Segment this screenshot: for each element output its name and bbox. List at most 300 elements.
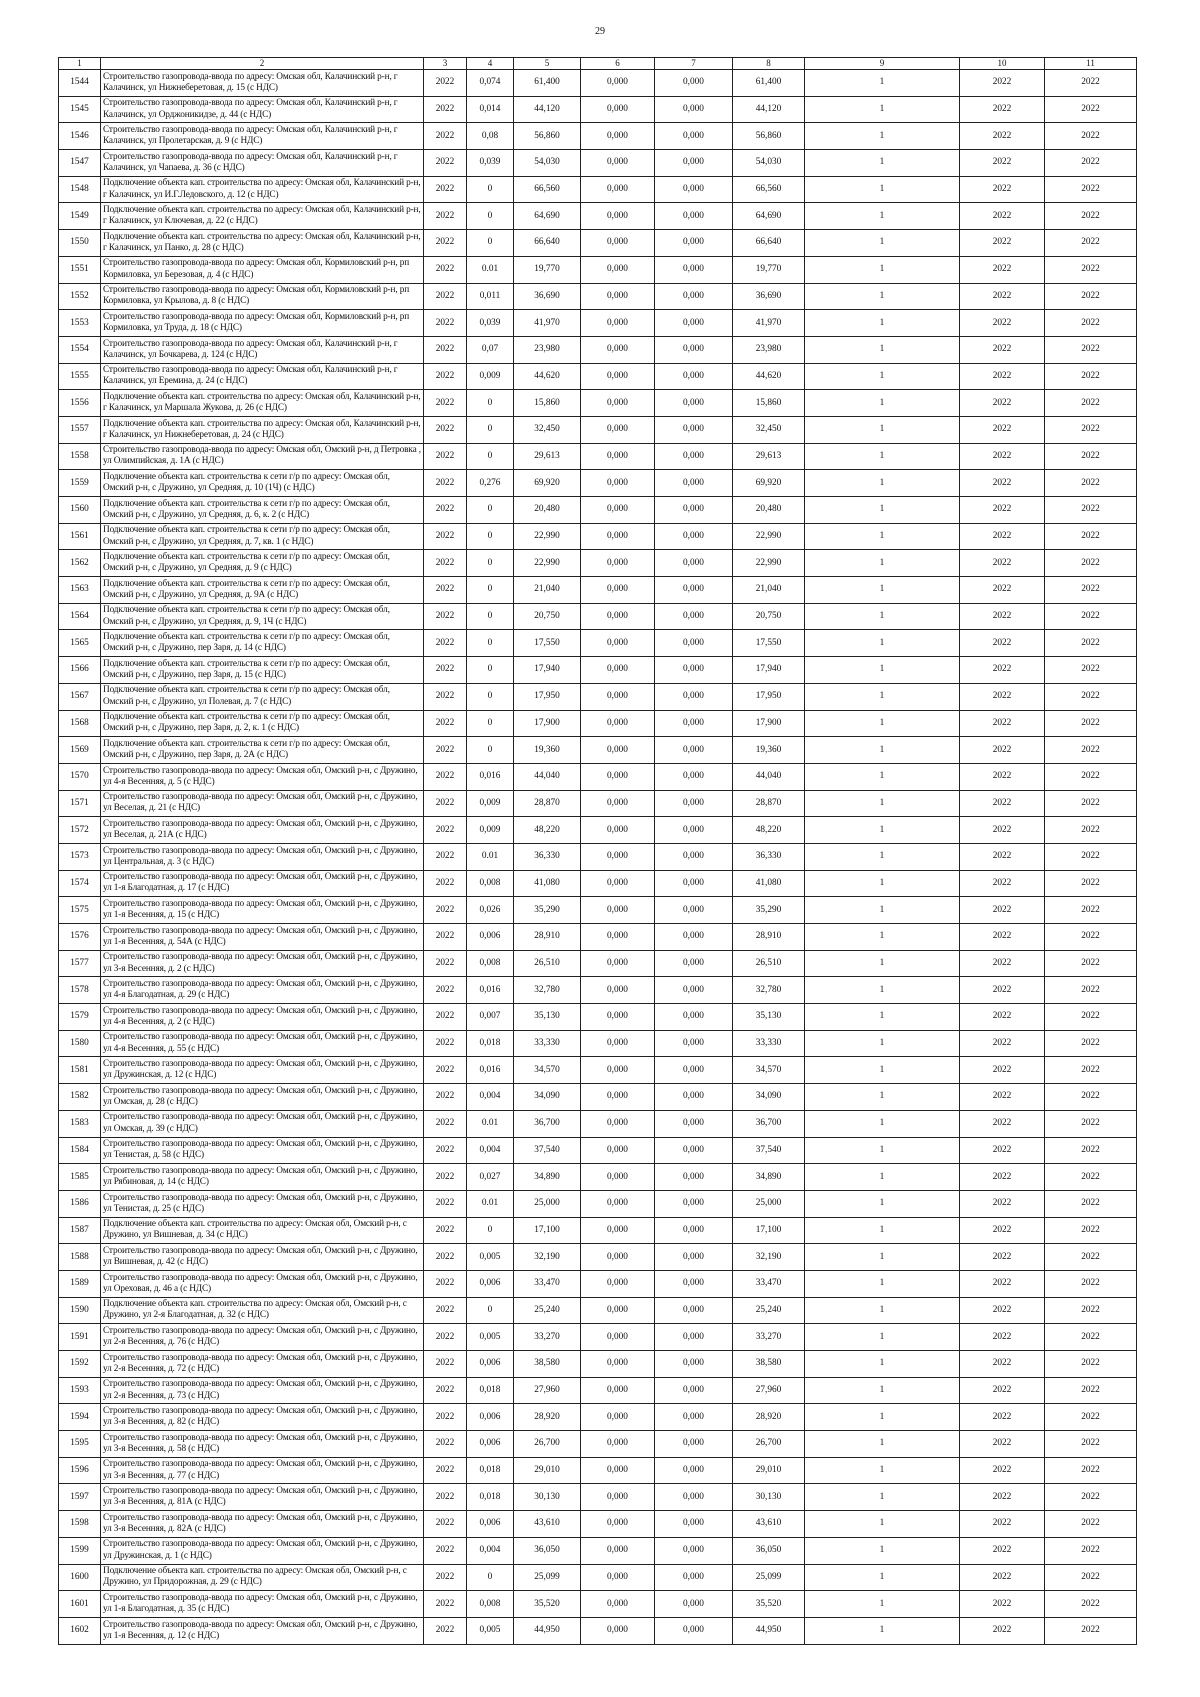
row-number-cell: 1558 (59, 443, 101, 470)
description-cell: Строительство газопровода-ввода по адресу: Омская обл, Омский р-н, с Дружино, ул Ореховая, д. 46 а (с НДС) (101, 1270, 424, 1297)
total-cell: 28,870 (733, 790, 805, 817)
count-cell: 1 (805, 630, 960, 657)
year-cell: 2022 (424, 1057, 467, 1084)
start-year-cell: 2022 (960, 1377, 1045, 1404)
start-year-cell: 2022 (960, 1004, 1045, 1031)
length-cell: 0,005 (467, 1324, 514, 1351)
year-cell: 2022 (424, 1164, 467, 1191)
start-year-cell: 2022 (960, 256, 1045, 283)
table-row (59, 790, 1137, 817)
value-cell: 0,000 (655, 683, 733, 710)
table-row (59, 817, 1137, 844)
value-cell: 0,000 (655, 1110, 733, 1137)
end-year-cell: 2022 (1045, 843, 1137, 870)
start-year-cell: 2022 (960, 550, 1045, 577)
table-row (59, 1324, 1137, 1351)
table-row (59, 283, 1137, 310)
start-year-cell: 2022 (960, 523, 1045, 550)
count-cell: 1 (805, 1457, 960, 1484)
value-cell: 0,000 (581, 1457, 655, 1484)
end-year-cell: 2022 (1045, 283, 1137, 310)
value-cell: 0,000 (581, 1324, 655, 1351)
description-cell: Строительство газопровода-ввода по адресу: Омская обл, Омский р-н, с Дружино, ул Веселая, д. 21А (с НДС) (101, 817, 424, 844)
length-cell: 0,018 (467, 1484, 514, 1511)
cost-cell: 26,510 (514, 950, 581, 977)
value-cell: 0,000 (655, 924, 733, 951)
description-cell: Подключение объекта кап. строительства по адресу: Омская обл, Калачинский р-н, г Калачинск, ул Нижнеберетовая, д. 24 (с НДС) (101, 416, 424, 443)
length-cell: 0,026 (467, 897, 514, 924)
start-year-cell: 2022 (960, 176, 1045, 203)
length-cell: 0 (467, 1217, 514, 1244)
end-year-cell: 2022 (1045, 1564, 1137, 1591)
description-cell: Строительство газопровода-ввода по адресу: Омская обл, Омский р-н, с Дружино, ул 4-я Благодатная, д. 29 (с НДС) (101, 977, 424, 1004)
table-row (59, 550, 1137, 577)
cost-cell: 32,780 (514, 977, 581, 1004)
end-year-cell: 2022 (1045, 1137, 1137, 1164)
year-cell: 2022 (424, 1564, 467, 1591)
count-cell: 1 (805, 977, 960, 1004)
value-cell: 0,000 (581, 763, 655, 790)
start-year-cell: 2022 (960, 363, 1045, 390)
total-cell: 28,920 (733, 1404, 805, 1431)
table-row (59, 1484, 1137, 1511)
table-row (59, 96, 1137, 123)
row-number-cell: 1585 (59, 1164, 101, 1191)
row-number-cell: 1556 (59, 390, 101, 417)
value-cell: 0,000 (581, 390, 655, 417)
cost-cell: 35,130 (514, 1004, 581, 1031)
description-cell: Строительство газопровода-ввода по адресу: Омская обл, Омский р-н, с Дружино, ул 1-я Благодатная, д. 17 (с НДС) (101, 870, 424, 897)
year-cell: 2022 (424, 523, 467, 550)
length-cell: 0.01 (467, 1110, 514, 1137)
length-cell: 0 (467, 523, 514, 550)
value-cell: 0,000 (655, 1217, 733, 1244)
cost-cell: 36,050 (514, 1537, 581, 1564)
value-cell: 0,000 (581, 1084, 655, 1111)
end-year-cell: 2022 (1045, 950, 1137, 977)
count-cell: 1 (805, 390, 960, 417)
description-cell: Подключение объекта кап. строительства по адресу: Омская обл, Омский р-н, с Дружино, ул Придорожная, д. 29 (с НДС) (101, 1564, 424, 1591)
value-cell: 0,000 (655, 897, 733, 924)
value-cell: 0,000 (655, 1511, 733, 1538)
year-cell: 2022 (424, 363, 467, 390)
value-cell: 0,000 (655, 1617, 733, 1644)
row-number-cell: 1564 (59, 603, 101, 630)
row-number-cell: 1560 (59, 497, 101, 524)
length-cell: 0 (467, 710, 514, 737)
end-year-cell: 2022 (1045, 657, 1137, 684)
value-cell: 0,000 (655, 1244, 733, 1271)
year-cell: 2022 (424, 950, 467, 977)
year-cell: 2022 (424, 870, 467, 897)
year-cell: 2022 (424, 1297, 467, 1324)
value-cell: 0,000 (655, 763, 733, 790)
description-cell: Строительство газопровода-ввода по адресу: Омская обл, Калачинский р-н, г Калачинск, ул Чапаева, д. 36 (с НДС) (101, 150, 424, 177)
year-cell: 2022 (424, 1110, 467, 1137)
description-cell: Подключение объекта кап. строительства по адресу: Омская обл, Калачинский р-н, г Калачинск, ул Ключевая, д. 22 (с НДС) (101, 203, 424, 230)
start-year-cell: 2022 (960, 1297, 1045, 1324)
description-cell: Строительство газопровода-ввода по адресу: Омская обл, Омский р-н, с Дружино, ул Дружинская, д. 1 (с НДС) (101, 1537, 424, 1564)
year-cell: 2022 (424, 1084, 467, 1111)
value-cell: 0,000 (581, 790, 655, 817)
cost-cell: 25,099 (514, 1564, 581, 1591)
row-number-cell: 1573 (59, 843, 101, 870)
description-cell: Строительство газопровода-ввода по адресу: Омская обл, Омский р-н, с Дружино, ул Вишневая, д. 42 (с НДС) (101, 1244, 424, 1271)
row-number-cell: 1555 (59, 363, 101, 390)
count-cell: 1 (805, 1057, 960, 1084)
count-cell: 1 (805, 1190, 960, 1217)
cost-cell: 34,570 (514, 1057, 581, 1084)
description-cell: Строительство газопровода-ввода по адресу: Омская обл, Калачинский р-н, г Калачинск, ул Пролетарская, д. 9 (с НДС) (101, 123, 424, 150)
row-number-cell: 1581 (59, 1057, 101, 1084)
year-cell: 2022 (424, 123, 467, 150)
end-year-cell: 2022 (1045, 1084, 1137, 1111)
length-cell: 0 (467, 630, 514, 657)
column-header: 8 (733, 58, 805, 70)
total-cell: 38,580 (733, 1351, 805, 1378)
length-cell: 0,006 (467, 1404, 514, 1431)
value-cell: 0,000 (581, 1270, 655, 1297)
count-cell: 1 (805, 1137, 960, 1164)
value-cell: 0,000 (581, 1297, 655, 1324)
table-row (59, 843, 1137, 870)
total-cell: 35,520 (733, 1591, 805, 1618)
cost-cell: 36,330 (514, 843, 581, 870)
value-cell: 0,000 (581, 1004, 655, 1031)
description-cell: Подключение объекта кап. строительства к сети г/р по адресу: Омская обл, Омский р-н, с Дружино, ул Средняя, д. 6, к. 2 (с НДС) (101, 497, 424, 524)
total-cell: 25,240 (733, 1297, 805, 1324)
description-cell: Строительство газопровода-ввода по адресу: Омская обл, Кормиловский р-н, рп Кормиловка, ул Труда, д. 18 (с НДС) (101, 310, 424, 337)
description-cell: Подключение объекта кап. строительства по адресу: Омская обл, Калачинский р-н, г Калачинск, ул И.Г.Ледовского, д. 12 (с НДС) (101, 176, 424, 203)
length-cell: 0 (467, 203, 514, 230)
count-cell: 1 (805, 123, 960, 150)
table-row (59, 497, 1137, 524)
length-cell: 0 (467, 176, 514, 203)
description-cell: Подключение объекта кап. строительства к сети г/р по адресу: Омская обл, Омский р-н, с Дружино, ул Полевая, д. 7 (с НДС) (101, 683, 424, 710)
end-year-cell: 2022 (1045, 1431, 1137, 1458)
value-cell: 0,000 (581, 203, 655, 230)
description-cell: Подключение объекта кап. строительства по адресу: Омская обл, Калачинский р-н, г Калачинск, ул Панко, д. 28 (с НДС) (101, 230, 424, 257)
start-year-cell: 2022 (960, 1617, 1045, 1644)
value-cell: 0,000 (581, 70, 655, 97)
table-row (59, 1591, 1137, 1618)
row-number-cell: 1576 (59, 924, 101, 951)
total-cell: 23,980 (733, 336, 805, 363)
value-cell: 0,000 (581, 1190, 655, 1217)
value-cell: 0,000 (581, 1217, 655, 1244)
count-cell: 1 (805, 1324, 960, 1351)
end-year-cell: 2022 (1045, 123, 1137, 150)
start-year-cell: 2022 (960, 710, 1045, 737)
count-cell: 1 (805, 363, 960, 390)
table-row (59, 977, 1137, 1004)
value-cell: 0,000 (655, 1297, 733, 1324)
value-cell: 0,000 (655, 1431, 733, 1458)
row-number-cell: 1593 (59, 1377, 101, 1404)
year-cell: 2022 (424, 310, 467, 337)
description-cell: Подключение объекта кап. строительства по адресу: Омская обл, Калачинский р-н, г Калачинск, ул Маршала Жукова, д. 26 (с НДС) (101, 390, 424, 417)
length-cell: 0,004 (467, 1137, 514, 1164)
total-cell: 22,990 (733, 523, 805, 550)
length-cell: 0,016 (467, 977, 514, 1004)
table-row (59, 70, 1137, 97)
column-number-row (59, 58, 1137, 70)
value-cell: 0,000 (655, 1457, 733, 1484)
start-year-cell: 2022 (960, 230, 1045, 257)
start-year-cell: 2022 (960, 1324, 1045, 1351)
total-cell: 15,860 (733, 390, 805, 417)
cost-cell: 22,990 (514, 523, 581, 550)
value-cell: 0,000 (581, 1404, 655, 1431)
value-cell: 0,000 (655, 1324, 733, 1351)
table-row (59, 577, 1137, 604)
end-year-cell: 2022 (1045, 1270, 1137, 1297)
end-year-cell: 2022 (1045, 817, 1137, 844)
count-cell: 1 (805, 470, 960, 497)
cost-cell: 17,940 (514, 657, 581, 684)
total-cell: 26,700 (733, 1431, 805, 1458)
row-number-cell: 1566 (59, 657, 101, 684)
total-cell: 29,613 (733, 443, 805, 470)
end-year-cell: 2022 (1045, 1004, 1137, 1031)
end-year-cell: 2022 (1045, 1404, 1137, 1431)
start-year-cell: 2022 (960, 630, 1045, 657)
table-row (59, 1377, 1137, 1404)
end-year-cell: 2022 (1045, 577, 1137, 604)
length-cell: 0,027 (467, 1164, 514, 1191)
cost-cell: 66,560 (514, 176, 581, 203)
total-cell: 20,750 (733, 603, 805, 630)
cost-cell: 35,520 (514, 1591, 581, 1618)
description-cell: Строительство газопровода-ввода по адресу: Омская обл, Омский р-н, с Дружино, ул Омская, д. 39 (с НДС) (101, 1110, 424, 1137)
row-number-cell: 1572 (59, 817, 101, 844)
value-cell: 0,000 (655, 1404, 733, 1431)
total-cell: 43,610 (733, 1511, 805, 1538)
count-cell: 1 (805, 443, 960, 470)
description-cell: Подключение объекта кап. строительства к сети г/р по адресу: Омская обл, Омский р-н, с Дружино, ул Средняя, д. 10 (1Ч) (с НДС) (101, 470, 424, 497)
value-cell: 0,000 (581, 123, 655, 150)
start-year-cell: 2022 (960, 390, 1045, 417)
total-cell: 66,560 (733, 176, 805, 203)
value-cell: 0,000 (655, 977, 733, 1004)
length-cell: 0.01 (467, 843, 514, 870)
total-cell: 48,220 (733, 817, 805, 844)
value-cell: 0,000 (655, 1484, 733, 1511)
end-year-cell: 2022 (1045, 416, 1137, 443)
start-year-cell: 2022 (960, 1431, 1045, 1458)
year-cell: 2022 (424, 150, 467, 177)
row-number-cell: 1559 (59, 470, 101, 497)
cost-cell: 44,040 (514, 763, 581, 790)
start-year-cell: 2022 (960, 123, 1045, 150)
description-cell: Строительство газопровода-ввода по адресу: Омская обл, Омский р-н, с Дружино, ул 4-я Весенняя, д. 55 (с НДС) (101, 1030, 424, 1057)
end-year-cell: 2022 (1045, 230, 1137, 257)
row-number-cell: 1601 (59, 1591, 101, 1618)
total-cell: 17,940 (733, 657, 805, 684)
value-cell: 0,000 (581, 1431, 655, 1458)
column-header: 5 (514, 58, 581, 70)
count-cell: 1 (805, 497, 960, 524)
count-cell: 1 (805, 150, 960, 177)
table-row (59, 657, 1137, 684)
row-number-cell: 1583 (59, 1110, 101, 1137)
total-cell: 66,640 (733, 230, 805, 257)
year-cell: 2022 (424, 1511, 467, 1538)
year-cell: 2022 (424, 230, 467, 257)
value-cell: 0,000 (581, 843, 655, 870)
end-year-cell: 2022 (1045, 737, 1137, 764)
value-cell: 0,000 (655, 1057, 733, 1084)
row-number-cell: 1561 (59, 523, 101, 550)
value-cell: 0,000 (655, 443, 733, 470)
cost-cell: 43,610 (514, 1511, 581, 1538)
value-cell: 0,000 (581, 1057, 655, 1084)
year-cell: 2022 (424, 790, 467, 817)
count-cell: 1 (805, 230, 960, 257)
column-header: 1 (59, 58, 101, 70)
description-cell: Строительство газопровода-ввода по адресу: Омская обл, Калачинский р-н, г Калачинск, ул Бочкарева, д. 124 (с НДС) (101, 336, 424, 363)
length-cell: 0,276 (467, 470, 514, 497)
total-cell: 28,910 (733, 924, 805, 951)
count-cell: 1 (805, 817, 960, 844)
value-cell: 0,000 (581, 950, 655, 977)
value-cell: 0,000 (581, 1244, 655, 1271)
row-number-cell: 1587 (59, 1217, 101, 1244)
value-cell: 0,000 (655, 1004, 733, 1031)
cost-cell: 21,040 (514, 577, 581, 604)
value-cell: 0,000 (581, 1377, 655, 1404)
cost-cell: 36,690 (514, 283, 581, 310)
value-cell: 0,000 (581, 497, 655, 524)
count-cell: 1 (805, 577, 960, 604)
cost-cell: 36,700 (514, 1110, 581, 1137)
end-year-cell: 2022 (1045, 790, 1137, 817)
count-cell: 1 (805, 1084, 960, 1111)
count-cell: 1 (805, 1270, 960, 1297)
length-cell: 0,007 (467, 1004, 514, 1031)
total-cell: 25,099 (733, 1564, 805, 1591)
start-year-cell: 2022 (960, 1244, 1045, 1271)
start-year-cell: 2022 (960, 150, 1045, 177)
cost-cell: 23,980 (514, 336, 581, 363)
length-cell: 0,039 (467, 310, 514, 337)
value-cell: 0,000 (655, 310, 733, 337)
value-cell: 0,000 (655, 1270, 733, 1297)
total-cell: 25,000 (733, 1190, 805, 1217)
value-cell: 0,000 (581, 977, 655, 1004)
year-cell: 2022 (424, 1404, 467, 1431)
length-cell: 0 (467, 577, 514, 604)
start-year-cell: 2022 (960, 443, 1045, 470)
value-cell: 0,000 (655, 630, 733, 657)
column-header: 9 (805, 58, 960, 70)
end-year-cell: 2022 (1045, 977, 1137, 1004)
value-cell: 0,000 (581, 443, 655, 470)
table-row (59, 1297, 1137, 1324)
total-cell: 61,400 (733, 70, 805, 97)
value-cell: 0,000 (655, 230, 733, 257)
total-cell: 22,990 (733, 550, 805, 577)
table-row (59, 737, 1137, 764)
row-number-cell: 1590 (59, 1297, 101, 1324)
length-cell: 0,004 (467, 1537, 514, 1564)
value-cell: 0,000 (581, 150, 655, 177)
length-cell: 0,008 (467, 1591, 514, 1618)
length-cell: 0 (467, 550, 514, 577)
description-cell: Подключение объекта кап. строительства к сети г/р по адресу: Омская обл, Омский р-н, с Дружино, ул Средняя, д. 9, 1Ч (с НДС) (101, 603, 424, 630)
value-cell: 0,000 (581, 470, 655, 497)
count-cell: 1 (805, 1351, 960, 1378)
description-cell: Подключение объекта кап. строительства к сети г/р по адресу: Омская обл, Омский р-н, с Дружино, пер Заря, д. 14 (с НДС) (101, 630, 424, 657)
year-cell: 2022 (424, 737, 467, 764)
length-cell: 0 (467, 230, 514, 257)
table-row (59, 310, 1137, 337)
value-cell: 0,000 (581, 1137, 655, 1164)
end-year-cell: 2022 (1045, 763, 1137, 790)
value-cell: 0,000 (581, 416, 655, 443)
length-cell: 0.01 (467, 1190, 514, 1217)
length-cell: 0,009 (467, 363, 514, 390)
start-year-cell: 2022 (960, 70, 1045, 97)
value-cell: 0,000 (581, 577, 655, 604)
description-cell: Строительство газопровода-ввода по адресу: Омская обл, Омский р-н, с Дружино, ул 1-я Весенняя, д. 12 (с НДС) (101, 1617, 424, 1644)
description-cell: Строительство газопровода-ввода по адресу: Омская обл, Омский р-н, с Дружино, ул 1-я Благодатная, д. 35 (с НДС) (101, 1591, 424, 1618)
description-cell: Подключение объекта кап. строительства к сети г/р по адресу: Омская обл, Омский р-н, с Дружино, ул Средняя, д. 9 (с НДС) (101, 550, 424, 577)
total-cell: 20,480 (733, 497, 805, 524)
cost-cell: 32,190 (514, 1244, 581, 1271)
end-year-cell: 2022 (1045, 1511, 1137, 1538)
start-year-cell: 2022 (960, 763, 1045, 790)
year-cell: 2022 (424, 577, 467, 604)
page-number: 29 (595, 26, 605, 37)
table-row (59, 630, 1137, 657)
total-cell: 29,010 (733, 1457, 805, 1484)
total-cell: 35,130 (733, 1004, 805, 1031)
year-cell: 2022 (424, 1324, 467, 1351)
end-year-cell: 2022 (1045, 150, 1137, 177)
total-cell: 30,130 (733, 1484, 805, 1511)
row-number-cell: 1575 (59, 897, 101, 924)
value-cell: 0,000 (655, 550, 733, 577)
row-number-cell: 1580 (59, 1030, 101, 1057)
cost-cell: 69,920 (514, 470, 581, 497)
end-year-cell: 2022 (1045, 683, 1137, 710)
table-row (59, 1137, 1137, 1164)
cost-cell: 29,010 (514, 1457, 581, 1484)
value-cell: 0,000 (655, 497, 733, 524)
description-cell: Подключение объекта кап. строительства к сети г/р по адресу: Омская обл, Омский р-н, с Дружино, ул Средняя, д. 7, кв. 1 (с НДС) (101, 523, 424, 550)
year-cell: 2022 (424, 336, 467, 363)
description-cell: Подключение объекта кап. строительства к сети г/р по адресу: Омская обл, Омский р-н, с Дружино, пер Заря, д. 2А (с НДС) (101, 737, 424, 764)
end-year-cell: 2022 (1045, 176, 1137, 203)
cost-cell: 33,270 (514, 1324, 581, 1351)
end-year-cell: 2022 (1045, 310, 1137, 337)
count-cell: 1 (805, 283, 960, 310)
end-year-cell: 2022 (1045, 897, 1137, 924)
row-number-cell: 1577 (59, 950, 101, 977)
table-row (59, 1457, 1137, 1484)
cost-cell: 25,000 (514, 1190, 581, 1217)
table-row (59, 1404, 1137, 1431)
length-cell: 0,008 (467, 870, 514, 897)
description-cell: Подключение объекта кап. строительства к сети г/р по адресу: Омская обл, Омский р-н, с Дружино, пер Заря, д. 15 (с НДС) (101, 657, 424, 684)
row-number-cell: 1562 (59, 550, 101, 577)
value-cell: 0,000 (581, 603, 655, 630)
length-cell: 0,074 (467, 70, 514, 97)
year-cell: 2022 (424, 603, 467, 630)
description-cell: Строительство газопровода-ввода по адресу: Омская обл, Омский р-н, д Петровка , ул Олимпийская, д. 1А (с НДС) (101, 443, 424, 470)
count-cell: 1 (805, 790, 960, 817)
